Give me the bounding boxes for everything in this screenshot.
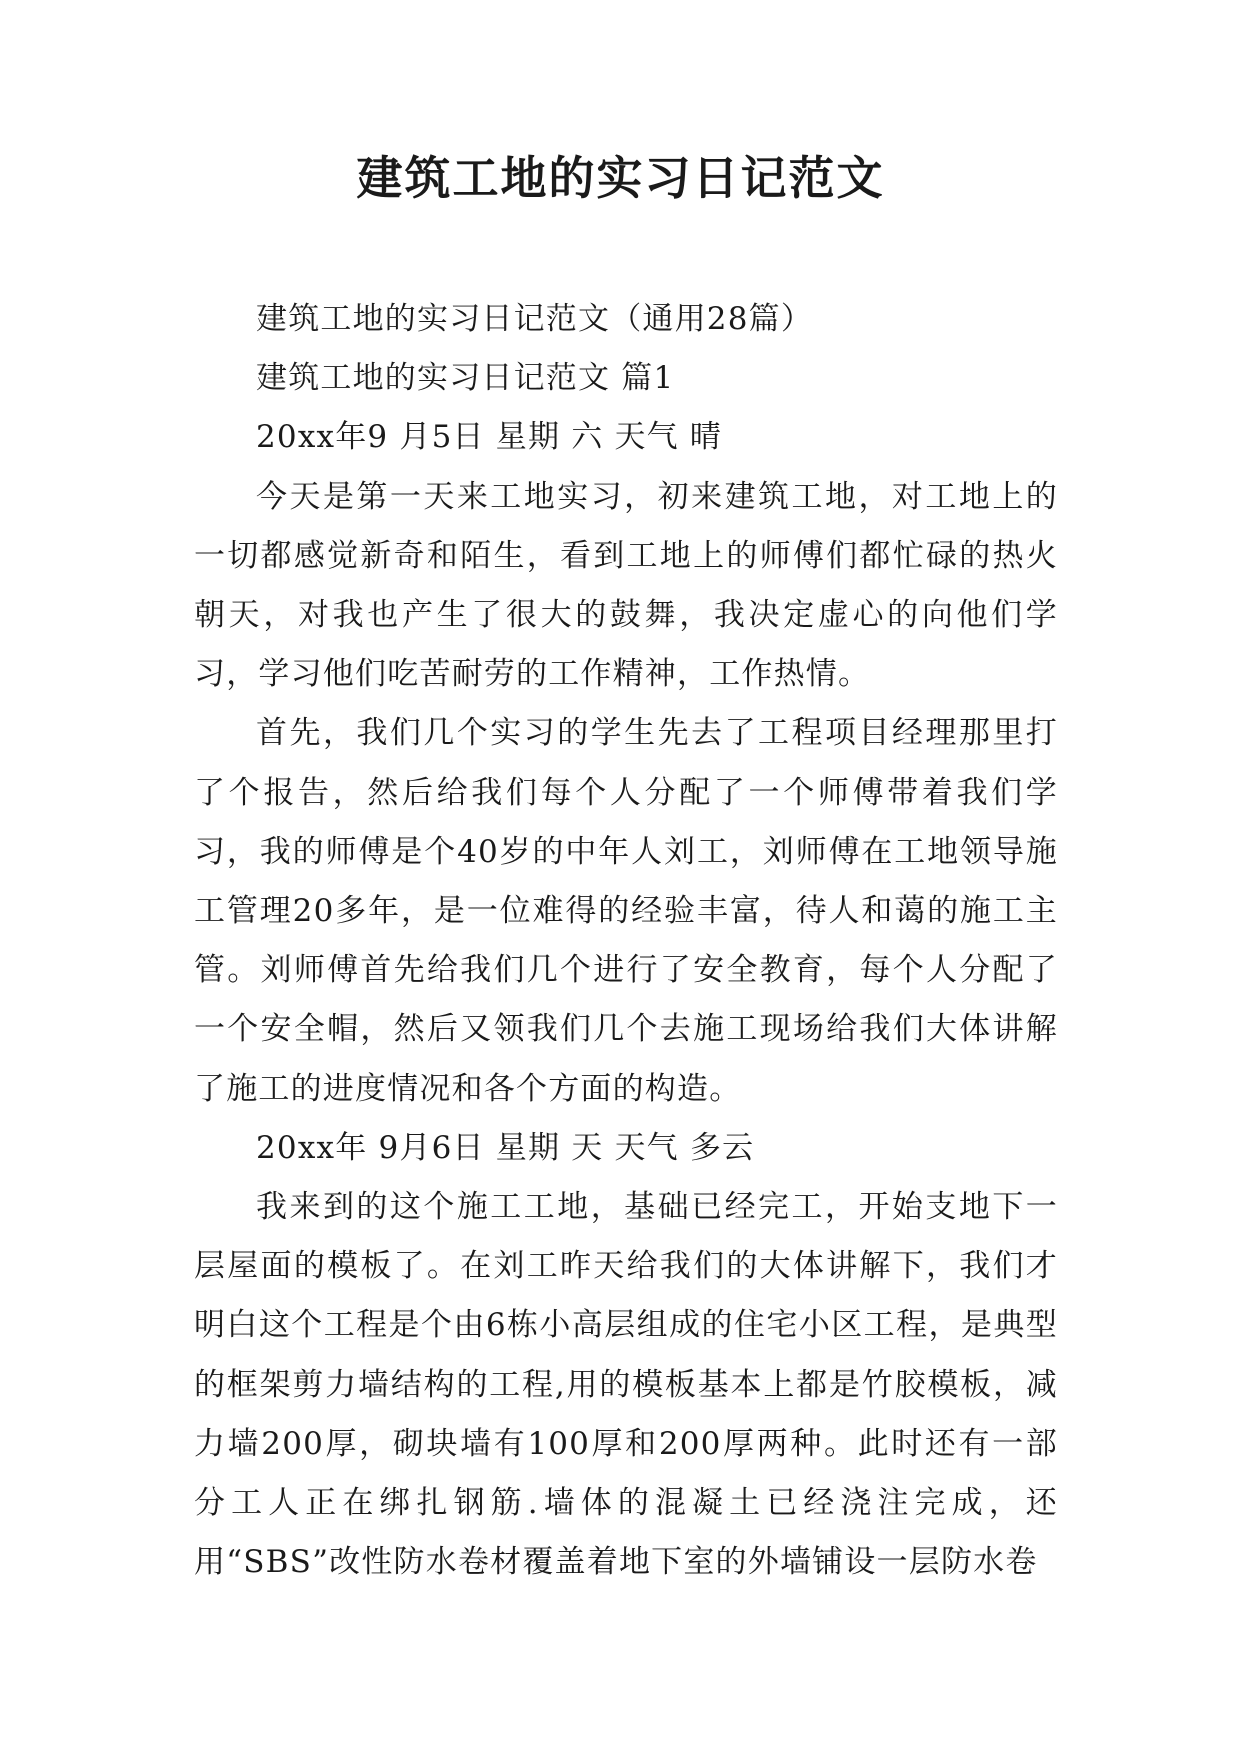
paragraph: 我来到的这个施工工地，基础已经完工，开始支地下一层屋面的模板了。在刘工昨天给我们的大体讲解下，我们才明白这个工程是个由6栋小高层组成的住宅小区工程，是典型的框架剪力墙结构的工程,用的模板基本上都是竹胶模板，减力墙200厚，砌块墙有100厚和200厚两种。此时还有一部分工人正在绑扎钢筋.墙体的混凝土已经浇注完成，还用“SBS”改性防水卷材覆盖着地下室的外墙铺设一层防水卷 <box>194 1189 1058 1581</box>
paragraph-subtitle: 建筑工地的实习日记范文（通用28篇） <box>256 301 814 337</box>
paragraph-section-heading: 建筑工地的实习日记范文 篇1 <box>256 360 675 397</box>
document-title: 建筑工地的实习日记范文 <box>356 151 885 205</box>
paragraph: 首先，我们几个实习的学生先去了工程项目经理那里打了个报告，然后给我们每个人分配了一个师傅带着我们学习，我的师傅是个40岁的中年人刘工，刘师傅在工地领导施工管理20多年，是一位难得的经验丰富，待人和蔼的施工主管。刘师傅首先给我们几个进行了安全教育，每个人分配了一个安全帽，然后又领我们几个去施工现场给我们大体讲解了施工的进度情况和各个方面的构造。 <box>194 715 1058 1107</box>
paragraph: 今天是第一天来工地实习，初来建筑工地，对工地上的一切都感觉新奇和陌生，看到工地上的师傅们都忙碌的热火朝天，对我也产生了很大的鼓舞，我决定虚心的向他们学习，学习他们吃苦耐劳的工作精神，工作热情。 <box>194 478 1058 693</box>
paragraph-date-line: 20xx年 9月6日 星期 天 天气 多云 <box>256 1129 755 1166</box>
document-body <box>194 290 1058 1592</box>
paragraph-date-line: 20xx年9 月5日 星期 六 天气 晴 <box>256 419 723 456</box>
